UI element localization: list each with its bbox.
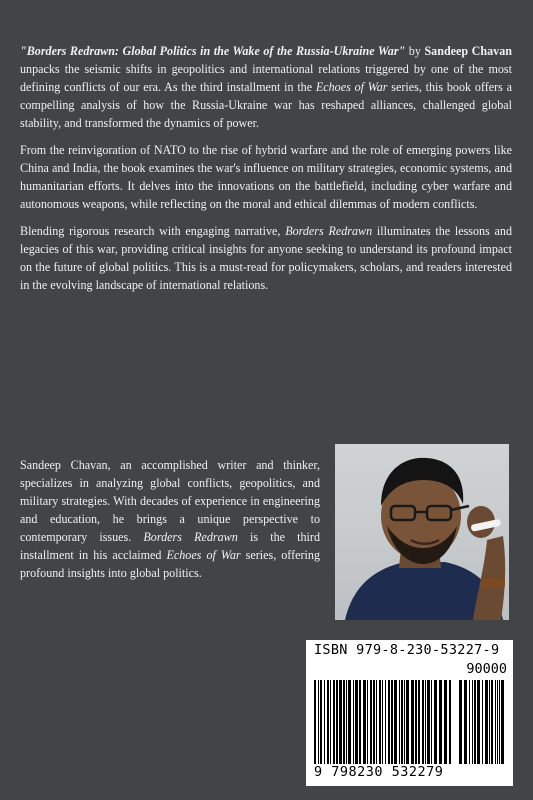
barcode-bar	[415, 680, 417, 764]
barcode-bar	[367, 680, 368, 764]
barcode-bar	[491, 680, 493, 764]
barcode-bar	[391, 680, 393, 764]
barcode-bar	[336, 680, 338, 764]
blurb-paragraph-2: From the reinvigoration of NATO to the rise of hybrid warfare and the role of emerging powers like China and India, the book examines the war's influence on military strategies, economic systems, and humanitarian efforts. It delves into the innovations on the battlefield, including cyber warfare and autonomous weapons, while reflecting on the moral and ethical dilemmas of modern conflicts.	[20, 143, 512, 211]
barcode-bar	[343, 680, 345, 764]
barcode-bar	[439, 680, 442, 764]
barcode-bar	[489, 680, 490, 764]
barcode-bar	[495, 680, 496, 764]
barcode-bar	[399, 680, 400, 764]
barcode-bar	[385, 680, 386, 764]
barcode-bar	[401, 680, 403, 764]
barcode-bar	[411, 680, 414, 764]
ean-digits: 9 798230 532279	[314, 764, 444, 780]
barcode-bar	[464, 680, 467, 764]
barcode-bar	[422, 680, 424, 764]
barcode-bar	[339, 680, 342, 764]
barcode-bar	[359, 680, 361, 764]
ean-barcode-bars	[314, 680, 454, 764]
barcode-bar	[394, 680, 397, 764]
barcode-bar	[472, 680, 473, 764]
barcode-bar	[497, 680, 498, 764]
barcode-bar	[406, 680, 409, 764]
back-cover-blurb	[20, 42, 512, 303]
barcode-bar	[324, 680, 325, 764]
barcode-bar	[314, 680, 316, 764]
blurb-paragraph-3: Blending rigorous research with engaging narrative, Borders Redrawn illuminates the lessons and legacies of this war, providing critical insights for anyone seeking to understand its profound impact on the future of global politics. This is a must-read for policymakers, scholars, and readers interested in the evolving landscape of international relations.	[20, 224, 512, 292]
barcode-bar	[477, 680, 480, 764]
barcode-bar	[501, 680, 504, 764]
price-code: 90000	[466, 661, 507, 677]
barcode-bar	[485, 680, 488, 764]
barcode-bar	[346, 680, 347, 764]
book-title: "Borders Redrawn: Global Politics in the Wake of the Russia-Ukraine War"	[20, 44, 406, 58]
series-name: Echoes of War	[315, 80, 388, 94]
barcode-bar	[370, 680, 372, 764]
author-photo	[335, 444, 509, 620]
barcode-bar	[388, 680, 390, 764]
addon-barcode-bars	[459, 680, 507, 764]
barcode-bar	[418, 680, 420, 764]
barcode-bar	[482, 680, 483, 764]
author-name: Sandeep Chavan	[424, 44, 513, 58]
barcode-bar	[434, 680, 437, 764]
isbn-label: ISBN 979-8-230-53227-9	[314, 642, 500, 658]
barcode-bar	[444, 680, 447, 764]
author-bio	[20, 456, 320, 582]
barcode-bar	[333, 680, 335, 764]
barcode-bar	[355, 680, 358, 764]
barcode-bar	[320, 680, 322, 764]
barcode-bar	[459, 680, 462, 764]
barcode-bar	[449, 680, 451, 764]
barcode-bar	[425, 680, 426, 764]
barcode-bar	[373, 680, 375, 764]
isbn-barcode	[306, 640, 513, 786]
barcode-bar	[499, 680, 500, 764]
author-bio-text: Sandeep Chavan, an accomplished writer and thinker, specializes in analyzing global conflicts, geopolitics, and military strategies. With decades of experience in engineering and education, he brings a unique perspective to contemporary issues. Borders Redrawn is the third installment in his acclaimed Echoes of War series, offering profound insights into global politics.	[20, 458, 320, 580]
barcode-bar	[382, 680, 383, 764]
blurb-paragraph-1: "Borders Redrawn: Global Politics in the Wake of the Russia-Ukraine War" by Sandeep Chavan unpacks the seismic shifts in geopolitics and international relations triggered by one of the most defining conflicts of our era. As the third installment in the Echoes of War series, this book offers a compelling analysis of how the Russia-Ukraine war has reshaped alliances, challenged global stability, and transformed the dynamics of power.	[20, 44, 513, 130]
barcode-bar	[469, 680, 470, 764]
barcode-bar	[379, 680, 381, 764]
barcode-bar	[353, 680, 354, 764]
barcode-bar	[318, 680, 319, 764]
barcode-bar	[427, 680, 430, 764]
barcode-bar	[327, 680, 329, 764]
barcode-bar	[376, 680, 377, 764]
barcode-bar	[431, 680, 432, 764]
barcode-bar	[404, 680, 405, 764]
book-title-inline: Borders Redrawn	[285, 224, 373, 238]
barcode-bar	[363, 680, 366, 764]
barcode-bar	[474, 680, 476, 764]
barcode-bar	[330, 680, 331, 764]
barcode-bar	[348, 680, 351, 764]
